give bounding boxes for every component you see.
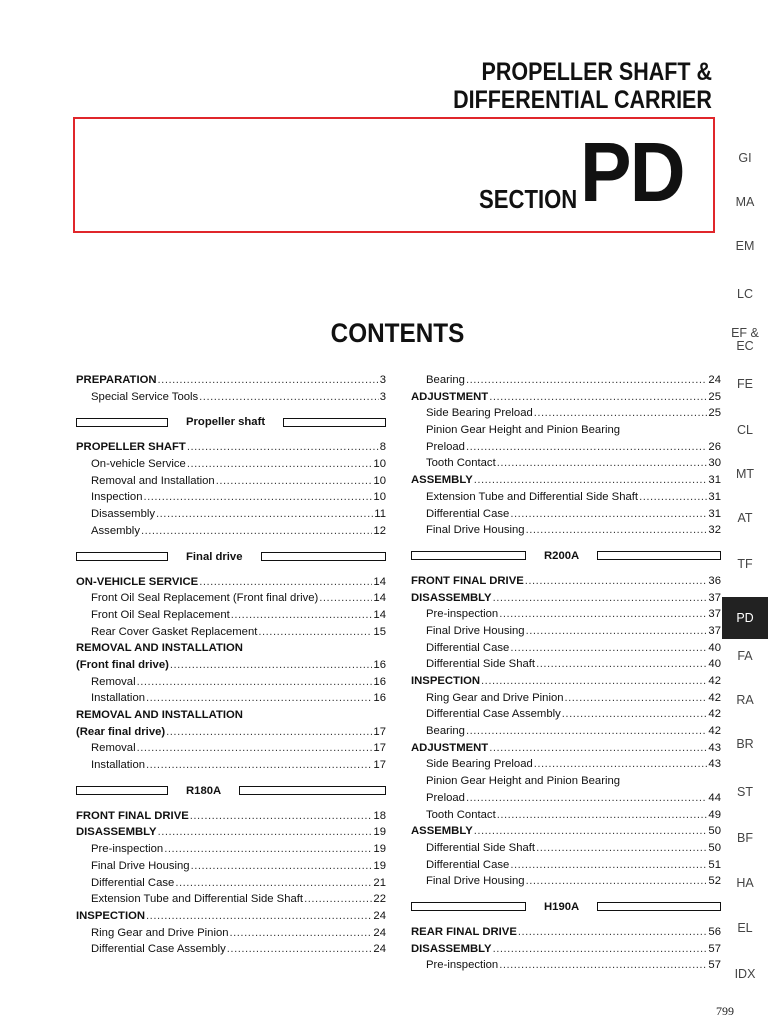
toc-entry-label: ASSEMBLY [411, 474, 473, 487]
toc-entry[interactable] [411, 606, 721, 623]
toc-entry[interactable] [76, 674, 386, 691]
toc-left-column [76, 372, 386, 958]
toc-entry-page: 10 [373, 458, 386, 471]
toc-leader-dots [510, 506, 707, 523]
toc-entry-page: 14 [373, 608, 386, 621]
toc-entry-label: PREPARATION [76, 374, 157, 386]
toc-entry-page: 42 [708, 708, 721, 721]
toc-entry-page: 12 [373, 524, 386, 537]
contents-heading: CONTENTS [330, 318, 465, 348]
toc-entry-label: Differential Case [426, 641, 510, 654]
toc-leader-dots [526, 873, 708, 890]
toc-entry-label: Assembly [91, 524, 140, 537]
toc-entry-page: 40 [708, 641, 721, 654]
section-tab-lc[interactable]: LC [737, 287, 753, 301]
toc-entry[interactable] [411, 506, 721, 523]
toc-entry-label: Final Drive Housing [91, 859, 190, 872]
toc-leader-dots [164, 841, 372, 858]
section-tab-idx[interactable]: IDX [734, 967, 756, 981]
divider-bar-left [76, 552, 168, 561]
toc-entry-label: (Rear final drive) [76, 725, 166, 738]
toc-leader-dots [525, 573, 708, 590]
toc-entry-label: Pinion Gear Height and Pinion Bearing [426, 775, 621, 788]
divider-label: H190A [544, 900, 580, 913]
section-tab-gi[interactable]: GI [738, 151, 752, 165]
toc-leader-dots [466, 439, 707, 456]
toc-entry[interactable] [411, 807, 721, 824]
divider-bar-left [411, 902, 526, 911]
toc-section-divider [76, 405, 386, 439]
toc-entry[interactable] [411, 422, 721, 439]
section-tab-fe[interactable]: FE [737, 377, 753, 391]
toc-entry-page: 11 [374, 508, 386, 521]
toc-entry[interactable] [76, 590, 386, 607]
toc-entry[interactable] [411, 656, 721, 673]
toc-entry-label: Rear Cover Gasket Replacement [91, 625, 258, 638]
toc-entry-label: Final Drive Housing [426, 875, 525, 888]
toc-leader-dots [187, 456, 373, 473]
divider-bar-left [76, 786, 168, 795]
toc-entry-page: 25 [708, 407, 721, 420]
toc-leader-dots [518, 924, 708, 941]
toc-entry[interactable] [411, 773, 721, 790]
toc-entry[interactable] [411, 455, 721, 472]
toc-entry-label: Extension Tube and Differential Side Shaft [426, 490, 639, 503]
toc-entry[interactable] [411, 640, 721, 657]
toc-leader-dots [489, 740, 707, 757]
toc-entry-label: On-vehicle Service [91, 458, 186, 471]
toc-entry-label: Final Drive Housing [426, 624, 525, 637]
toc-leader-dots [187, 439, 379, 456]
section-tab-pd[interactable]: PD [722, 597, 768, 639]
toc-entry-page: 24 [373, 909, 386, 922]
toc-leader-dots [319, 590, 372, 607]
toc-entry[interactable] [411, 823, 721, 840]
toc-entry-label: Side Bearing Preload [426, 407, 533, 420]
divider-bar-right [261, 552, 386, 561]
toc-entry-page: 43 [708, 758, 721, 771]
toc-entry-label: Ring Gear and Drive Pinion [426, 691, 564, 704]
toc-entry-page: 24 [708, 374, 721, 386]
toc-entry-page: 57 [708, 959, 721, 972]
toc-entry-page: 37 [708, 608, 721, 621]
toc-section-divider [76, 774, 386, 808]
toc-entry-label: Preload [426, 791, 465, 804]
toc-leader-dots [474, 472, 708, 489]
toc-leader-dots [190, 808, 373, 825]
toc-entry[interactable] [76, 523, 386, 540]
toc-entry-label: Side Bearing Preload [426, 758, 533, 771]
toc-entry[interactable] [76, 724, 386, 741]
toc-entry[interactable] [76, 757, 386, 774]
toc-leader-dots [216, 473, 373, 490]
toc-entry-label: Differential Case [426, 858, 510, 871]
toc-entry-label: Removal [91, 742, 136, 755]
toc-leader-dots [156, 506, 373, 523]
toc-entry-label: Special Service Tools [91, 390, 199, 403]
toc-entry-page: 8 [379, 441, 386, 454]
toc-entry-page: 50 [708, 841, 721, 854]
toc-entry-label: (Front final drive) [76, 658, 169, 671]
section-tab-bf[interactable]: BF [737, 831, 753, 845]
toc-entry-page: 19 [373, 826, 386, 839]
toc-entry[interactable] [76, 690, 386, 707]
toc-entry[interactable] [411, 439, 721, 456]
toc-entry-label: Preload [426, 440, 465, 453]
toc-entry[interactable] [411, 405, 721, 422]
toc-entry-page: 40 [708, 658, 721, 671]
toc-entry[interactable] [76, 439, 386, 456]
toc-section-divider [411, 539, 721, 573]
toc-entry[interactable] [76, 389, 386, 406]
toc-entry[interactable] [76, 808, 386, 825]
toc-entry-page: 15 [373, 625, 386, 638]
toc-entry-page: 3 [379, 390, 386, 403]
toc-entry[interactable] [411, 673, 721, 690]
toc-leader-dots [146, 690, 372, 707]
section-tab-label-line: EC [736, 339, 754, 353]
toc-entry[interactable] [76, 506, 386, 523]
toc-leader-dots [526, 522, 708, 539]
toc-entry-label: Pinion Gear Height and Pinion Bearing [426, 424, 621, 437]
toc-leader-dots [497, 455, 708, 472]
toc-entry-page: 17 [373, 725, 386, 738]
section-tab-at[interactable]: AT [737, 511, 753, 525]
toc-entry-page: 31 [708, 490, 721, 503]
toc-leader-dots [258, 624, 372, 641]
toc-entry-label: ADJUSTMENT [411, 390, 489, 403]
toc-entry-page: 24 [373, 943, 386, 956]
toc-entry-label: Bearing [426, 725, 465, 738]
divider-bar-left [76, 418, 168, 427]
toc-leader-dots [534, 405, 708, 422]
section-tab-st[interactable]: ST [737, 785, 753, 799]
toc-entry[interactable] [411, 924, 721, 941]
toc-entry-label: Pre-inspection [426, 959, 499, 972]
toc-entry[interactable] [76, 473, 386, 490]
toc-entry-label: Front Oil Seal Replacement [91, 608, 230, 621]
toc-leader-dots [466, 372, 707, 389]
toc-leader-dots [137, 674, 373, 691]
divider-bar-right [597, 551, 721, 560]
section-word: SECTION [479, 184, 578, 214]
toc-entry[interactable] [411, 941, 721, 958]
toc-entry-page: 50 [708, 825, 721, 838]
toc-entry-label: Differential Side Shaft [426, 658, 536, 671]
toc-entry-label: ASSEMBLY [411, 825, 473, 838]
toc-leader-dots [510, 640, 707, 657]
toc-entry-label: Front Oil Seal Replacement (Front final drive) [91, 592, 319, 605]
toc-leader-dots [146, 908, 372, 925]
toc-entry-page: 30 [708, 457, 721, 470]
toc-leader-dots [493, 590, 708, 607]
toc-entry-label: ON-VEHICLE SERVICE [76, 575, 199, 588]
toc-entry-label: DISASSEMBLY [76, 826, 157, 839]
toc-entry[interactable] [411, 472, 721, 489]
toc-entry-page: 21 [373, 876, 386, 889]
toc-entry-page: 37 [708, 624, 721, 637]
toc-entry-page: 42 [708, 725, 721, 738]
toc-entry-label: FRONT FINAL DRIVE [411, 574, 524, 587]
toc-leader-dots [227, 941, 373, 958]
toc-leader-dots [481, 673, 707, 690]
toc-entry[interactable] [76, 841, 386, 858]
toc-entry[interactable] [411, 840, 721, 857]
toc-entry-label: ADJUSTMENT [411, 741, 489, 754]
toc-entry[interactable] [76, 707, 386, 724]
toc-entry-page: 10 [373, 491, 386, 504]
toc-leader-dots [639, 489, 707, 506]
toc-entry[interactable] [76, 824, 386, 841]
toc-entry-page: 14 [373, 575, 386, 588]
divider-bar-right [597, 902, 721, 911]
toc-entry-page: 3 [379, 374, 386, 386]
toc-leader-dots [199, 389, 379, 406]
toc-entry-page: 22 [373, 893, 386, 906]
toc-leader-dots [466, 723, 707, 740]
toc-entry-page: 36 [708, 574, 721, 587]
toc-leader-dots [304, 891, 372, 908]
toc-leader-dots [199, 574, 372, 591]
toc-entry[interactable] [411, 957, 721, 974]
toc-leader-dots [158, 372, 379, 389]
toc-leader-dots [137, 740, 373, 757]
toc-leader-dots [166, 724, 372, 741]
toc-leader-dots [230, 925, 373, 942]
section-tab-efec[interactable] [722, 327, 768, 353]
toc-entry[interactable] [411, 623, 721, 640]
toc-leader-dots [536, 656, 707, 673]
toc-entry[interactable] [411, 690, 721, 707]
document-title-line-1: PROPELLER SHAFT & [481, 58, 712, 86]
toc-entry[interactable] [411, 489, 721, 506]
divider-bar-left [411, 551, 526, 560]
section-tab-tf[interactable]: TF [737, 557, 753, 571]
toc-entry[interactable] [76, 941, 386, 958]
section-tab-br[interactable]: BR [736, 737, 754, 751]
toc-entry-label: Differential Case [426, 507, 510, 520]
toc-entry-label: Installation [91, 692, 146, 705]
toc-leader-dots [191, 858, 373, 875]
document-title-line-2: DIFFERENTIAL CARRIER [453, 86, 712, 114]
toc-entry[interactable] [411, 873, 721, 890]
toc-entry[interactable] [76, 640, 386, 657]
toc-entry-page: 16 [373, 658, 386, 671]
toc-entry-label: REMOVAL AND INSTALLATION [76, 642, 243, 655]
toc-entry-label: Bearing [426, 374, 465, 386]
toc-entry-label: Removal [91, 675, 136, 688]
toc-entry-page: 16 [373, 692, 386, 705]
toc-leader-dots [534, 756, 708, 773]
toc-leader-dots [499, 957, 707, 974]
toc-leader-dots [146, 757, 372, 774]
toc-entry-label: DISASSEMBLY [411, 942, 492, 955]
divider-label: Final drive [186, 550, 243, 563]
toc-entry-label: INSPECTION [76, 909, 146, 922]
toc-section-divider [76, 540, 386, 574]
toc-entry-page: 31 [708, 507, 721, 520]
toc-entry-label: Disassembly [91, 508, 156, 521]
toc-entry-label: Ring Gear and Drive Pinion [91, 926, 229, 939]
toc-entry-label: Tooth Contact [426, 808, 496, 821]
toc-entry[interactable] [411, 790, 721, 807]
toc-entry[interactable] [411, 740, 721, 757]
toc-right-column [411, 372, 721, 974]
toc-leader-dots [526, 623, 708, 640]
toc-entry[interactable] [76, 489, 386, 506]
toc-entry[interactable] [411, 723, 721, 740]
toc-leader-dots [510, 857, 707, 874]
toc-entry-page: 14 [373, 592, 386, 605]
toc-entry-label: Extension Tube and Differential Side Shaft [91, 893, 304, 906]
toc-entry-page: 25 [708, 390, 721, 403]
divider-label: Propeller shaft [186, 416, 266, 429]
toc-entry-label: Differential Case Assembly [91, 943, 226, 956]
toc-leader-dots [170, 657, 373, 674]
toc-entry-label: INSPECTION [411, 675, 481, 687]
section-tab-ha[interactable]: HA [736, 876, 754, 890]
toc-leader-dots [158, 824, 373, 841]
toc-entry-label: Pre-inspection [426, 608, 499, 621]
toc-entry[interactable] [76, 624, 386, 641]
toc-entry[interactable] [76, 891, 386, 908]
toc-entry[interactable] [411, 756, 721, 773]
toc-entry[interactable] [411, 389, 721, 406]
toc-entry[interactable] [76, 858, 386, 875]
page-number: 799 [716, 1004, 734, 1018]
toc-entry[interactable] [411, 372, 721, 389]
toc-entry-label: Differential Case [91, 876, 175, 889]
toc-entry[interactable] [411, 522, 721, 539]
section-tab-ma[interactable]: MA [735, 195, 755, 209]
toc-entry-label: REAR FINAL DRIVE [411, 925, 517, 938]
toc-entry[interactable] [76, 657, 386, 674]
divider-bar-right [239, 786, 386, 795]
section-tab-el[interactable]: EL [737, 921, 753, 935]
toc-entry[interactable] [76, 456, 386, 473]
toc-entry-label: Tooth Contact [426, 457, 496, 470]
section-tab-mt[interactable]: MT [735, 467, 755, 481]
section-tab-fa[interactable]: FA [737, 649, 753, 663]
section-code: PD [580, 125, 684, 219]
toc-entry-label: Inspection [91, 491, 143, 504]
toc-leader-dots [536, 840, 707, 857]
toc-entry-label: FRONT FINAL DRIVE [76, 809, 189, 822]
toc-entry-page: 52 [708, 875, 721, 888]
toc-entry-label: DISASSEMBLY [411, 591, 492, 604]
toc-entry-label: Removal and Installation [91, 474, 215, 487]
toc-entry-page: 26 [708, 440, 721, 453]
toc-leader-dots [474, 823, 708, 840]
toc-section-divider [411, 890, 721, 924]
toc-entry-label: Installation [91, 759, 146, 772]
section-tab-em[interactable]: EM [735, 239, 755, 253]
toc-entry-page: 17 [373, 759, 386, 772]
section-tab-cl[interactable]: CL [737, 423, 753, 437]
toc-leader-dots [493, 941, 708, 958]
toc-entry-label: Final Drive Housing [426, 524, 525, 537]
toc-entry-page: 37 [708, 591, 721, 604]
toc-entry-page: 42 [708, 675, 721, 687]
toc-entry-page: 18 [373, 809, 386, 822]
divider-label: R180A [186, 784, 222, 797]
toc-entry-page: 43 [708, 741, 721, 754]
toc-entry-page: 19 [373, 843, 386, 856]
toc-entry[interactable] [411, 706, 721, 723]
toc-entry-page: 49 [708, 808, 721, 821]
toc-entry-page: 44 [708, 791, 721, 804]
toc-entry-page: 16 [373, 675, 386, 688]
toc-entry[interactable] [76, 372, 386, 389]
toc-entry-label: Differential Case Assembly [426, 708, 561, 721]
toc-leader-dots [231, 607, 373, 624]
section-tab-ra[interactable]: RA [736, 693, 754, 707]
toc-entry-page: 42 [708, 691, 721, 704]
toc-leader-dots [144, 489, 373, 506]
toc-entry[interactable] [76, 740, 386, 757]
toc-entry[interactable] [411, 857, 721, 874]
toc-entry-page: 31 [708, 474, 721, 487]
toc-leader-dots [466, 790, 707, 807]
toc-entry[interactable] [411, 573, 721, 590]
toc-entry-page: 56 [708, 925, 721, 938]
toc-entry-page: 24 [373, 926, 386, 939]
toc-entry[interactable] [76, 875, 386, 892]
toc-leader-dots [562, 706, 708, 723]
toc-entry-label: Pre-inspection [91, 843, 164, 856]
toc-entry-page: 32 [708, 524, 721, 537]
toc-leader-dots [497, 807, 708, 824]
toc-entry-label: Differential Side Shaft [426, 841, 536, 854]
toc-entry-label: PROPELLER SHAFT [76, 441, 186, 454]
toc-leader-dots [565, 690, 708, 707]
toc-entry-page: 10 [373, 474, 386, 487]
toc-entry[interactable] [76, 574, 386, 591]
divider-bar-right [283, 418, 386, 427]
toc-entry-page: 17 [373, 742, 386, 755]
divider-label: R200A [544, 549, 580, 562]
toc-entry[interactable] [76, 908, 386, 925]
toc-leader-dots [175, 875, 372, 892]
toc-entry-label: REMOVAL AND INSTALLATION [76, 709, 243, 721]
toc-entry-page: 57 [708, 942, 721, 955]
toc-leader-dots [141, 523, 372, 540]
toc-leader-dots [489, 389, 707, 406]
section-tab-label-line: EF & [731, 326, 759, 340]
toc-entry-page: 51 [708, 858, 721, 871]
toc-entry[interactable] [411, 590, 721, 607]
toc-entry-page: 19 [373, 859, 386, 872]
toc-entry[interactable] [76, 607, 386, 624]
toc-leader-dots [499, 606, 707, 623]
toc-entry[interactable] [76, 925, 386, 942]
